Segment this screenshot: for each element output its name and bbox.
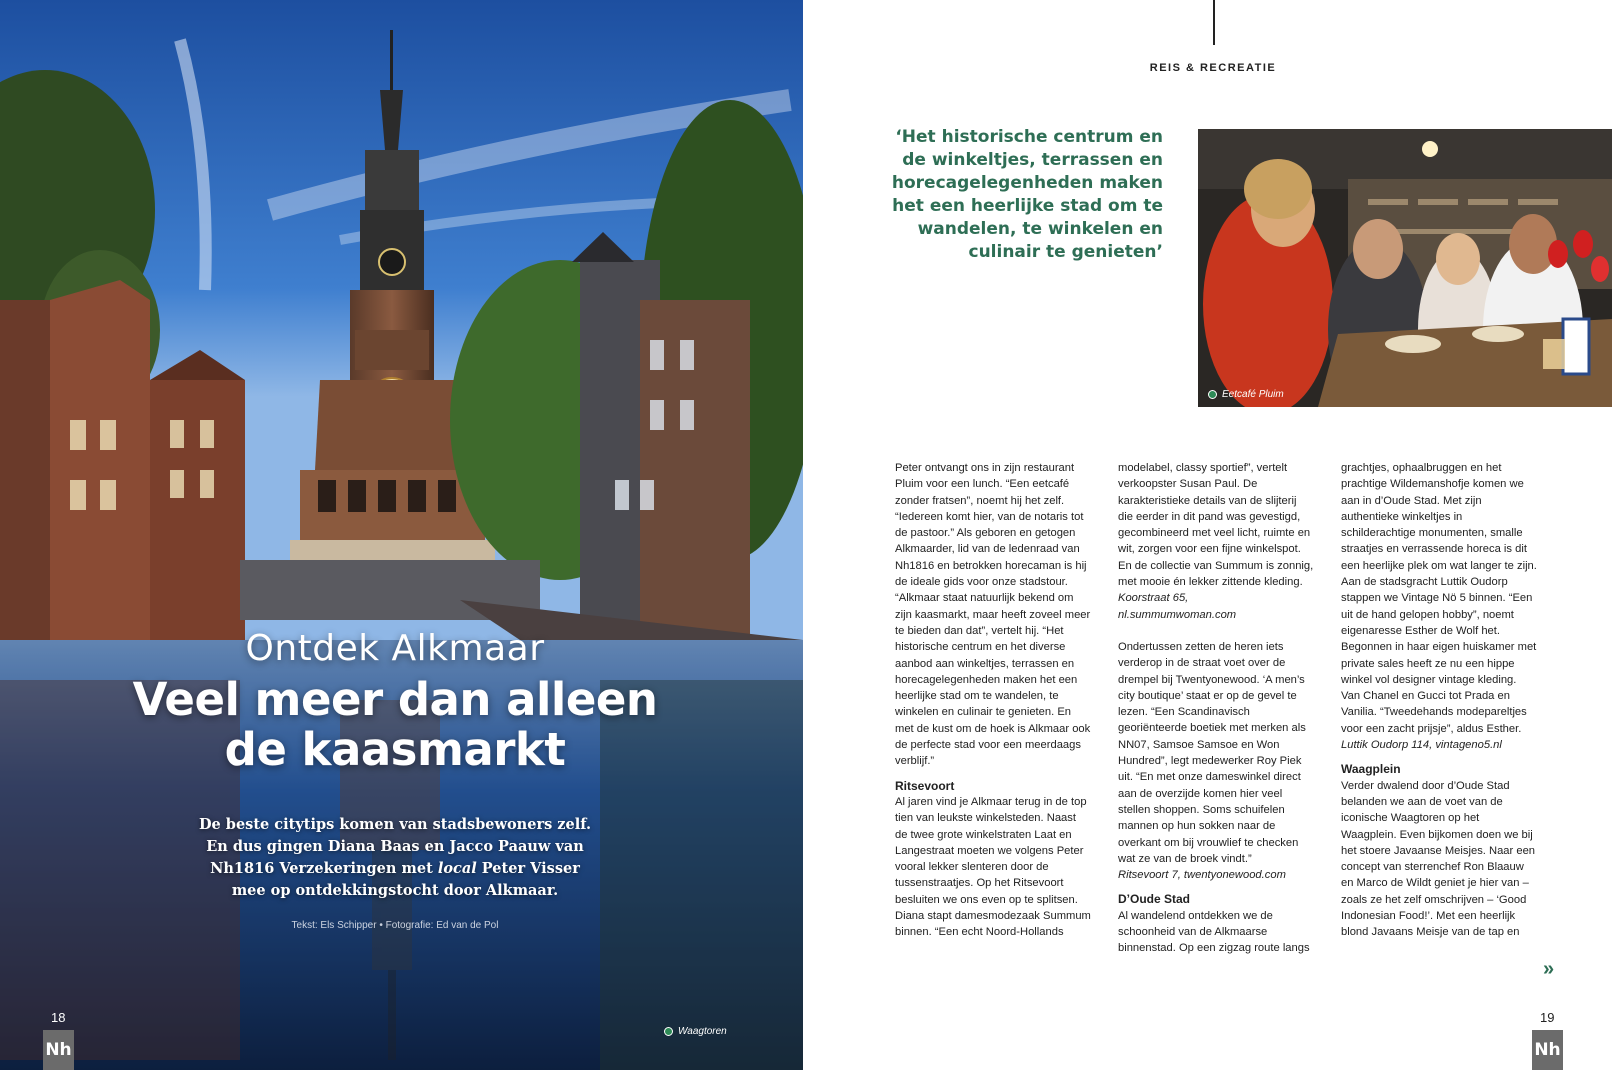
article-column-1 bbox=[895, 460, 1091, 941]
caption-dot-icon bbox=[1208, 390, 1217, 399]
column-paragraph: Verder dwalend door d’Oude Stad belanden we aan de voet van de iconische Waagtoren op het Waagplein. Even bijkomen doen we bij het stoere Javaanse Meisjes. Naar een concept van sterrenchef Ron Blaauw en Marco de Wildt geniet je hier van – zoals ze het zelf omschrijven – ‘Good Indonesian Food!’. Met een heerlijk blond Javaans Meisje van de tap en bbox=[1341, 779, 1536, 939]
subheading-waagplein: Waagplein bbox=[1341, 762, 1401, 777]
nh-logo-left: Nh bbox=[43, 1030, 74, 1070]
nh-logo-right: Nh bbox=[1532, 1030, 1563, 1070]
article-kicker: Ontdek Alkmaar bbox=[245, 628, 545, 669]
alkmaar-waag-photo bbox=[0, 0, 803, 1070]
right-page bbox=[803, 0, 1612, 1070]
article-body bbox=[895, 460, 1535, 985]
column-paragraph: Al wandelend ontdekken we de schoonheid van de Alkmaarse binnenstad. Op een zigzag route langs bbox=[1118, 909, 1310, 955]
top-divider bbox=[1213, 0, 1215, 45]
page-number-right: 19 bbox=[1540, 1010, 1555, 1025]
pull-quote: ‘Het historische centrum en de winkeltjes, terrassen en horecagelegenheden maken het een heerlijke stad om te wandelen, te winkelen en culinair te genieten’ bbox=[891, 127, 1163, 262]
restaurant-scene-image bbox=[1198, 129, 1612, 407]
column-paragraph: modelabel, classy sportief”, vertelt verkoopster Susan Paul. De karakteristieke details van de slijterij die eerder in dit pand was gevestigd, gecombineerd met veel licht, ruimte en wit, zorgen voor een fijne winkelspot. En de collectie van Summum is zonnig, met mooie én lekker zittende kleding. bbox=[1118, 462, 1314, 589]
column-paragraph: Ondertussen zetten de heren iets verderop in de straat voet over de drempel bij Twentyonewood. ‘A men’s city boutique’ staat er op de gevel te lezen. “Een Scandinavisch georiënteerde boetiek met merken als NN07, Samsoe Samsoe en Won Hundred”, legt medewerker Roy Piek uit. “En met onze dameswinkel direct aan de overzijde komen hier veel stellen shoppen. Soms schuifelen mannen op hun sokken naar de overkant om bij vrouwlief te checken wat ze van de broek vindt.” bbox=[1118, 640, 1306, 865]
url-summum: nl.summumwoman.com bbox=[1118, 608, 1237, 621]
article-credits: Tekst: Els Schipper • Fotografie: Ed van de Pol bbox=[291, 920, 499, 931]
article-title-block bbox=[100, 628, 690, 775]
intro-part-b: Peter Visser mee op ontdekkingstocht door Alkmaar. bbox=[231, 860, 580, 899]
subheading-oude-stad: D’Oude Stad bbox=[1118, 892, 1191, 907]
article-intro bbox=[195, 814, 595, 902]
column-paragraph: grachtjes, ophaalbruggen en het prachtige Wildemanshofje komen we aan in d’Oude Stad. Met zijn authentieke winkeltjes in schilderachtige monumenten, smalle straatjes en verrassende horeca is dit een heerlijke plek om wat langer te zijn. Aan de stadsgracht Luttik Oudorp stappen we Vintage Nö 5 binnen. “Een uit de hand gelopen hobby”, noemt eigenaresse Esther de Wolf het. Begonnen in haar eigen huiskamer met private sales heeft ze nu een hippe winkel vol designer vintage kleding. Van Chanel en Gucci tot Prada en Vanilia. “Tweedehands modepareltjes voor een zacht prijsje”, aldus Esther. bbox=[1341, 462, 1537, 735]
subheading-ritsevoort: Ritsevoort bbox=[895, 778, 955, 793]
pluim-caption bbox=[1208, 389, 1284, 400]
address-twentyonewood: Ritsevoort 7, twentyonewood.com bbox=[1118, 869, 1286, 882]
address-vintage-no5: Luttik Oudorp 114, vintageno5.nl bbox=[1341, 739, 1502, 752]
column-paragraph: Al jaren vind je Alkmaar terug in de top tien van leukste winkelsteden. Naast de twee grote winkelstraten Laat en Langestraat moeten we volgens Peter vooral lekker slenteren door de tussenstraatjes. Op het Ritsevoort besluiten we ons even op te splitsen. Diana stapt damesmodezaak Summum binnen. “Een echt Noord-Hollands bbox=[895, 795, 1091, 939]
continue-arrow-icon: » bbox=[1543, 958, 1555, 980]
paragraph-gap bbox=[1118, 623, 1314, 639]
headline-line-2: de kaasmarkt bbox=[224, 723, 566, 776]
intro-local: local bbox=[437, 860, 477, 877]
waagtoren-caption bbox=[664, 1026, 727, 1037]
page-number-left: 18 bbox=[51, 1010, 66, 1025]
pluim-caption-text: Eetcafé Pluim bbox=[1222, 389, 1284, 400]
article-column-3 bbox=[1341, 460, 1537, 941]
column-paragraph: Peter ontvangt ons in zijn restaurant Pluim voor een lunch. “Een eetcafé zonder fratsen”, noemt hij het zelf. “Iedereen komt hier, van de notaris tot de pastoor.” Als geboren en getogen Alkmaarder, lid van de ledenraad van Nh1816 en betrokken horecaman is hij de ideale gids voor onze stadstour. “Alkmaar staat natuurlijk bekend om zijn kaasmarkt, maar heeft zoveel meer te bieden dan dat”, vertelt hij. “Het historische centrum en het diverse aanbod aan winkeltjes, terrassen en horecagelegenheden maken het een heerlijke stad om te wandelen, te winkelen en culinair te genieten. En met de kust om de hoek is Alkmaar ook de perfecte stad voor een meerdaags verblijf.” bbox=[895, 462, 1091, 768]
waagtoren-caption-text: Waagtoren bbox=[678, 1026, 727, 1037]
article-column-2 bbox=[1118, 460, 1314, 957]
headline-line-1: Veel meer dan alleen bbox=[132, 673, 658, 726]
left-page bbox=[0, 0, 803, 1070]
section-label: REIS & RECREATIE bbox=[1149, 62, 1277, 74]
eetcafe-pluim-photo bbox=[1198, 129, 1612, 407]
address-summum: Koorstraat 65, bbox=[1118, 592, 1189, 605]
caption-dot-icon bbox=[664, 1027, 673, 1036]
article-headline bbox=[100, 675, 690, 775]
intro-part-a: De beste citytips komen van stadsbewoners zelf. En dus gingen Diana Baas en Jacco Paauw van Nh1816 Verzekeringen met bbox=[198, 816, 592, 877]
